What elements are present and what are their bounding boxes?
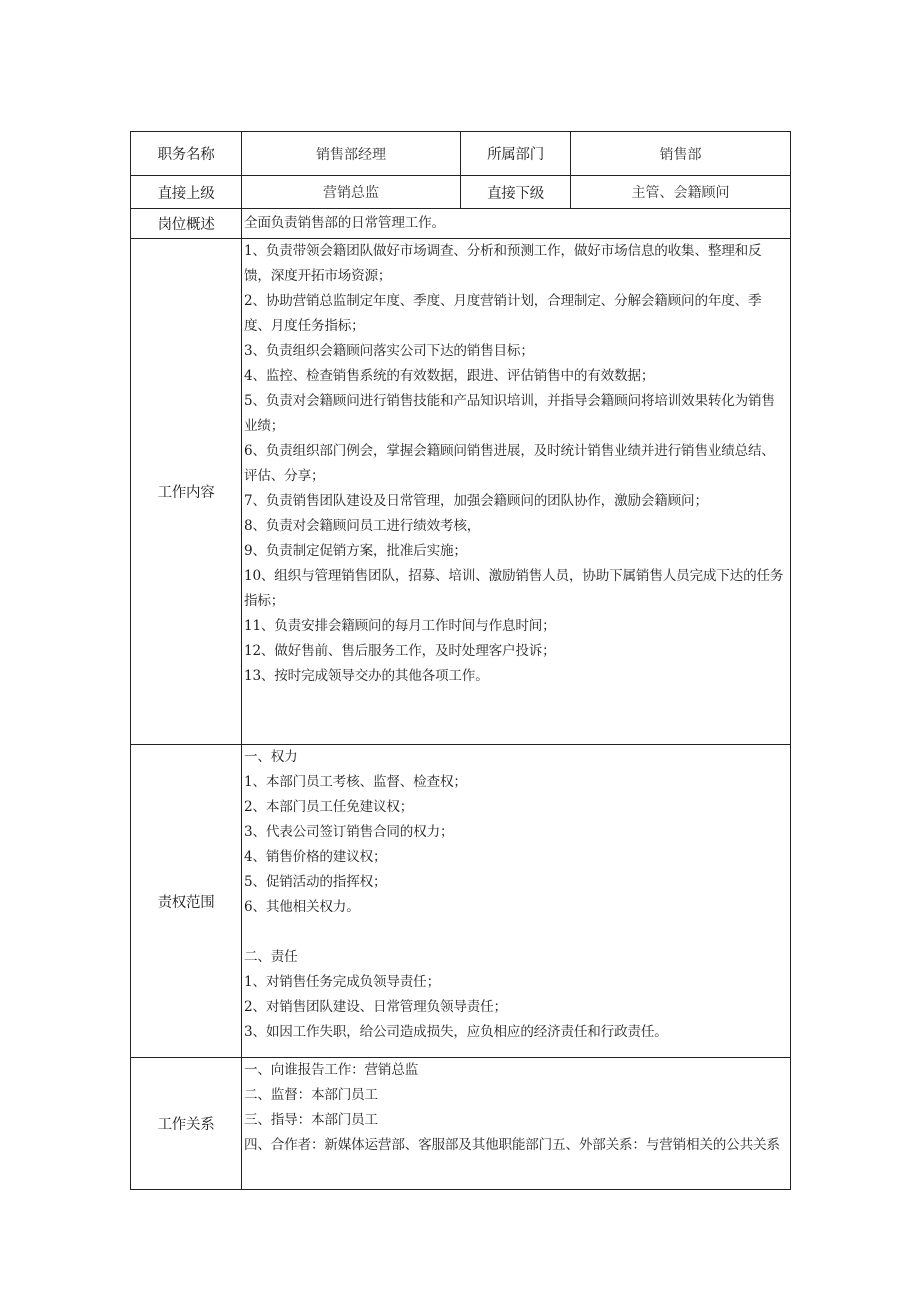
power-item: 1、本部门员工考核、监督、检查权； [244, 774, 467, 790]
section-gap [244, 920, 786, 945]
authority-label: 责权范围 [131, 745, 242, 1058]
relations-label: 工作关系 [131, 1058, 242, 1190]
row-relations [131, 1058, 791, 1190]
duty-item: 6、负责组织部门例会，掌握会籍顾问销售进展，及时统计销售业绩并进行销售业绩总结、评估、分享； [244, 443, 775, 484]
power-item: 4、销售价格的建议权； [244, 849, 387, 865]
duty-item: 12、做好售前、售后服务工作，及时处理客户投诉； [244, 643, 556, 659]
duty-item: 8、负责对会籍顾问员工进行绩效考核， [244, 518, 481, 534]
duty-item: 2、协助营销总监制定年度、季度、月度营销计划，合理制定、分解会籍顾问的年度、季度、月度任务指标； [244, 293, 762, 334]
overview-text: 全面负责销售部的日常管理工作。 [242, 209, 791, 239]
duty-item: 9、负责制定促销方案，批准后实施； [244, 543, 467, 559]
responsibility-heading: 二、责任 [244, 949, 298, 965]
dept-label: 所属部门 [461, 132, 571, 176]
power-item: 5、促销活动的指挥权； [244, 874, 387, 890]
duty-item: 13、按时完成领导交办的其他各项工作。 [244, 668, 489, 684]
duty-item: 5、负责对会籍顾问进行销售技能和产品知识培训，并指导会籍顾问将培训效果转化为销售业绩； [244, 393, 775, 434]
duties-content [242, 239, 791, 745]
relation-item: 四、合作者：新媒体运营部、客服部及其他职能部门五、外部关系：与营销相关的公共关系 [244, 1137, 780, 1153]
duty-item: 10、组织与管理销售团队，招募、培训、激励销售人员，协助下属销售人员完成下达的任务指标； [244, 568, 784, 609]
power-item: 3、代表公司签订销售合同的权力； [244, 824, 454, 840]
overview-label: 岗位概述 [131, 209, 242, 239]
row-authority [131, 745, 791, 1058]
relations-content [242, 1058, 791, 1190]
superior-label: 直接上级 [131, 176, 242, 209]
row-title [131, 132, 791, 176]
row-duties [131, 239, 791, 745]
row-reporting [131, 176, 791, 209]
duty-item: 7、负责销售团队建设及日常管理，加强会籍顾问的团队协作，激励会籍顾问； [244, 493, 708, 509]
responsibility-item: 1、对销售任务完成负领导责任； [244, 974, 440, 990]
responsibility-item: 2、对销售团队建设、日常管理负领导责任； [244, 999, 507, 1015]
relation-item: 一、向谁报告工作：营销总监 [244, 1062, 419, 1078]
title-label: 职务名称 [131, 132, 242, 176]
responsibility-item: 3、如因工作失职，给公司造成损失，应负相应的经济责任和行政责任。 [244, 1024, 668, 1040]
duty-item: 1、负责带领会籍团队做好市场调查、分析和预测工作，做好市场信息的收集、整理和反馈，深度开拓市场资源； [244, 243, 762, 284]
relation-item: 三、指导：本部门员工 [244, 1112, 378, 1128]
relation-item: 二、监督：本部门员工 [244, 1087, 378, 1103]
power-item: 6、其他相关权力。 [244, 899, 360, 915]
duty-item: 4、监控、检查销售系统的有效数据，跟进、评估销售中的有效数据； [244, 368, 655, 384]
power-item: 2、本部门员工任免建议权； [244, 799, 414, 815]
job-description-table [130, 131, 791, 1190]
duty-item: 3、负责组织会籍顾问落实公司下达的销售目标； [244, 343, 534, 359]
subordinate-value: 主管、会籍顾问 [571, 176, 791, 209]
authority-content [242, 745, 791, 1058]
powers-heading: 一、权力 [244, 749, 298, 765]
duty-item: 11、负责安排会籍顾问的每月工作时间与作息时间； [244, 618, 556, 634]
superior-value: 营销总监 [242, 176, 461, 209]
blank-space [244, 689, 786, 739]
subordinate-label: 直接下级 [461, 176, 571, 209]
title-value: 销售部经理 [242, 132, 461, 176]
row-overview [131, 209, 791, 239]
duties-label: 工作内容 [131, 239, 242, 745]
dept-value: 销售部 [571, 132, 791, 176]
